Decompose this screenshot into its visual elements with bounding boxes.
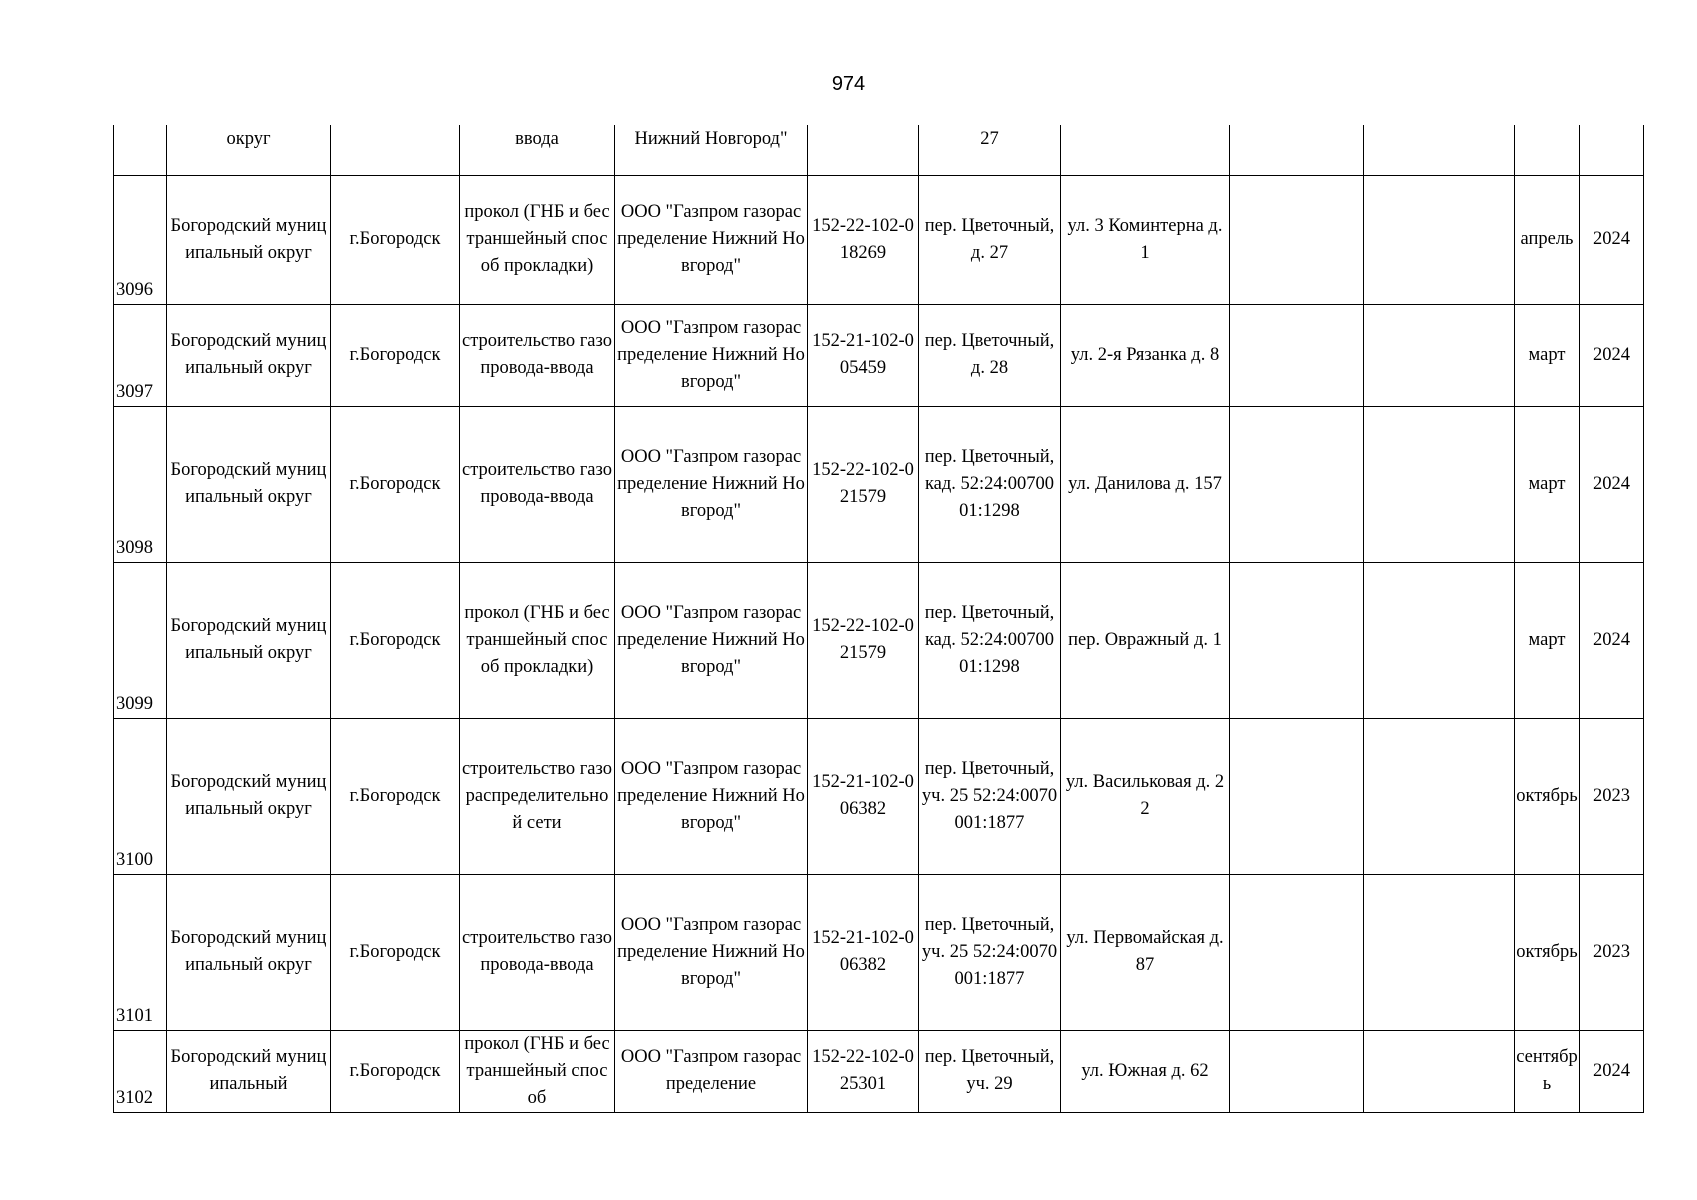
cell-row-number: 3100 bbox=[114, 718, 167, 874]
cell-organization: ООО "Газпром газораспределение Нижний Новгород" bbox=[615, 175, 808, 304]
cell-organization: ООО "Газпром газораспределение bbox=[615, 1030, 808, 1112]
table-row bbox=[114, 1030, 1644, 1112]
cell-code: 152-22-102-021579 bbox=[808, 562, 919, 718]
cell-organization: ООО "Газпром газораспределение Нижний Новгород" bbox=[615, 874, 808, 1030]
cell-blank-1 bbox=[1230, 874, 1364, 1030]
cell-blank-1 bbox=[1230, 1030, 1364, 1112]
cell-address-to: ул. Данилова д. 157 bbox=[1061, 406, 1230, 562]
cell-year: 2024 bbox=[1580, 304, 1644, 406]
cell-address-from: пер. Цветочный, уч. 25 52:24:0070001:1877 bbox=[919, 874, 1061, 1030]
cell-row-number bbox=[114, 125, 167, 175]
cell-blank-1 bbox=[1230, 562, 1364, 718]
cell-row-number: 3101 bbox=[114, 874, 167, 1030]
cell-code: 152-22-102-021579 bbox=[808, 406, 919, 562]
table-row bbox=[114, 304, 1644, 406]
cell-blank-1 bbox=[1230, 304, 1364, 406]
cell-month: март bbox=[1515, 562, 1580, 718]
cell-blank-2 bbox=[1364, 406, 1515, 562]
cell-address-to: ул. Южная д. 62 bbox=[1061, 1030, 1230, 1112]
cell-year bbox=[1580, 125, 1644, 175]
cell-blank-1 bbox=[1230, 406, 1364, 562]
cell-address-from: пер. Цветочный, уч. 25 52:24:0070001:1877 bbox=[919, 718, 1061, 874]
cell-month: октябрь bbox=[1515, 718, 1580, 874]
cell-address-from: пер. Цветочный, уч. 29 bbox=[919, 1030, 1061, 1112]
cell-district: Богородский муниципальный округ bbox=[167, 406, 331, 562]
cell-organization: ООО "Газпром газораспределение Нижний Новгород" bbox=[615, 304, 808, 406]
cell-row-number: 3102 bbox=[114, 1030, 167, 1112]
cell-blank-2 bbox=[1364, 175, 1515, 304]
cell-blank-1 bbox=[1230, 718, 1364, 874]
cell-year: 2024 bbox=[1580, 562, 1644, 718]
cell-city bbox=[331, 125, 460, 175]
cell-address-to: ул. Васильковая д. 22 bbox=[1061, 718, 1230, 874]
cell-year: 2024 bbox=[1580, 406, 1644, 562]
cell-organization: Нижний Новгород" bbox=[615, 125, 808, 175]
cell-code: 152-21-102-005459 bbox=[808, 304, 919, 406]
cell-blank-1 bbox=[1230, 175, 1364, 304]
cell-work-type: прокол (ГНБ и бестраншейный способ прокладки) bbox=[460, 562, 615, 718]
cell-blank-2 bbox=[1364, 718, 1515, 874]
cell-district: Богородский муниципальный округ bbox=[167, 718, 331, 874]
cell-address-from: 27 bbox=[919, 125, 1061, 175]
table-row-continuation bbox=[114, 125, 1644, 175]
cell-city: г.Богородск bbox=[331, 175, 460, 304]
cell-blank-2 bbox=[1364, 562, 1515, 718]
cell-work-type: прокол (ГНБ и бестраншейный способ bbox=[460, 1030, 615, 1112]
cell-organization: ООО "Газпром газораспределение Нижний Новгород" bbox=[615, 406, 808, 562]
cell-address-from: пер. Цветочный, кад. 52:24:0070001:1298 bbox=[919, 406, 1061, 562]
cell-district: Богородский муниципальный округ bbox=[167, 874, 331, 1030]
cell-blank-2 bbox=[1364, 125, 1515, 175]
cell-organization: ООО "Газпром газораспределение Нижний Новгород" bbox=[615, 718, 808, 874]
cell-address-to: ул. 3 Коминтерна д. 1 bbox=[1061, 175, 1230, 304]
cell-address-from: пер. Цветочный, д. 27 bbox=[919, 175, 1061, 304]
table-row bbox=[114, 175, 1644, 304]
cell-city: г.Богородск bbox=[331, 718, 460, 874]
cell-blank-2 bbox=[1364, 874, 1515, 1030]
cell-work-type: строительство газопровода-ввода bbox=[460, 874, 615, 1030]
cell-row-number: 3098 bbox=[114, 406, 167, 562]
cell-year: 2023 bbox=[1580, 718, 1644, 874]
cell-city: г.Богородск bbox=[331, 1030, 460, 1112]
cell-blank-2 bbox=[1364, 1030, 1515, 1112]
cell-month: март bbox=[1515, 304, 1580, 406]
cell-work-type: строительство газопровода-ввода bbox=[460, 304, 615, 406]
cell-work-type: ввода bbox=[460, 125, 615, 175]
cell-city: г.Богородск bbox=[331, 874, 460, 1030]
cell-code: 152-22-102-018269 bbox=[808, 175, 919, 304]
cell-address-to: ул. Первомайская д. 87 bbox=[1061, 874, 1230, 1030]
cell-row-number: 3099 bbox=[114, 562, 167, 718]
table-body bbox=[114, 125, 1644, 1112]
cell-organization: ООО "Газпром газораспределение Нижний Новгород" bbox=[615, 562, 808, 718]
cell-address-to: ул. 2-я Рязанка д. 8 bbox=[1061, 304, 1230, 406]
cell-work-type: прокол (ГНБ и бестраншейный способ прокладки) bbox=[460, 175, 615, 304]
cell-address-from: пер. Цветочный, кад. 52:24:0070001:1298 bbox=[919, 562, 1061, 718]
table-row bbox=[114, 718, 1644, 874]
cell-year: 2024 bbox=[1580, 1030, 1644, 1112]
page-number: 974 bbox=[831, 73, 866, 95]
cell-code: 152-21-102-006382 bbox=[808, 874, 919, 1030]
cell-row-number: 3096 bbox=[114, 175, 167, 304]
cell-district: Богородский муниципальный округ bbox=[167, 175, 331, 304]
table-row bbox=[114, 874, 1644, 1030]
cell-district: округ bbox=[167, 125, 331, 175]
cell-city: г.Богородск bbox=[331, 562, 460, 718]
cell-year: 2023 bbox=[1580, 874, 1644, 1030]
cell-district: Богородский муниципальный bbox=[167, 1030, 331, 1112]
cell-city: г.Богородск bbox=[331, 406, 460, 562]
cell-district: Богородский муниципальный округ bbox=[167, 562, 331, 718]
cell-work-type: строительство газопровода-ввода bbox=[460, 406, 615, 562]
cell-work-type: строительство газораспределительной сети bbox=[460, 718, 615, 874]
cell-month: март bbox=[1515, 406, 1580, 562]
cell-city: г.Богородск bbox=[331, 304, 460, 406]
cell-code bbox=[808, 125, 919, 175]
cell-row-number: 3097 bbox=[114, 304, 167, 406]
table-row bbox=[114, 562, 1644, 718]
cell-blank-2 bbox=[1364, 304, 1515, 406]
cell-code: 152-21-102-006382 bbox=[808, 718, 919, 874]
cell-district: Богородский муниципальный округ bbox=[167, 304, 331, 406]
cell-code: 152-22-102-025301 bbox=[808, 1030, 919, 1112]
cell-year: 2024 bbox=[1580, 175, 1644, 304]
table-row bbox=[114, 406, 1644, 562]
cell-month: октябрь bbox=[1515, 874, 1580, 1030]
cell-blank-1 bbox=[1230, 125, 1364, 175]
registry-table bbox=[113, 125, 1644, 1113]
cell-month bbox=[1515, 125, 1580, 175]
cell-month: апрель bbox=[1515, 175, 1580, 304]
cell-address-to: пер. Овражный д. 1 bbox=[1061, 562, 1230, 718]
cell-month: сентябрь bbox=[1515, 1030, 1580, 1112]
cell-address-to bbox=[1061, 125, 1230, 175]
cell-address-from: пер. Цветочный, д. 28 bbox=[919, 304, 1061, 406]
